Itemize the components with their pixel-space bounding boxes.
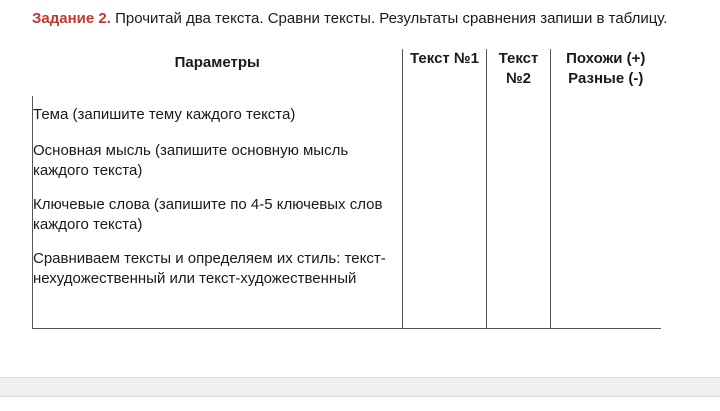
cell-text2-style[interactable] (487, 249, 551, 329)
task-text: Прочитай два текста. Сравни тексты. Результаты сравнения запиши в таблицу. (115, 10, 668, 27)
bottom-divider-band (0, 377, 720, 397)
table-row (33, 105, 661, 141)
cell-text1-style[interactable] (403, 249, 487, 329)
cell-similar-style[interactable] (551, 249, 661, 329)
table-row (33, 195, 661, 249)
header-text2: Текст №2 (498, 50, 539, 87)
cell-text2-keywords[interactable] (487, 195, 551, 249)
cell-similar-theme[interactable] (551, 105, 661, 141)
row-theme-label: Тема (запишите тему каждого текста) (33, 105, 403, 141)
cell-text2-main-idea[interactable] (487, 141, 551, 195)
row-main-idea-label: Основная мысль (запишите основную мысль каждого текста) (33, 141, 403, 195)
table-row (33, 141, 661, 195)
cell-text1-main-idea[interactable] (403, 141, 487, 195)
task-instruction (32, 10, 702, 27)
cell-text2-theme[interactable] (487, 105, 551, 141)
header-text1: Текст №1 (403, 49, 487, 96)
cell-similar-main-idea[interactable] (551, 141, 661, 195)
header-params: Параметры (174, 54, 260, 71)
cell-text1-theme[interactable] (403, 105, 487, 141)
comparison-table (32, 49, 661, 329)
row-keywords-label: Ключевые слова (запишите по 4-5 ключевых слов каждого текста) (33, 195, 403, 249)
table-row (33, 249, 661, 329)
header-similar: Похожи (+) Разные (-) (551, 49, 661, 96)
cell-text1-keywords[interactable] (403, 195, 487, 249)
cell-similar-keywords[interactable] (551, 195, 661, 249)
task-label: Задание 2. (32, 10, 111, 27)
row-style-label: Сравниваем тексты и определяем их стиль: текст-нехудожественный или текст-художественный (33, 249, 403, 329)
